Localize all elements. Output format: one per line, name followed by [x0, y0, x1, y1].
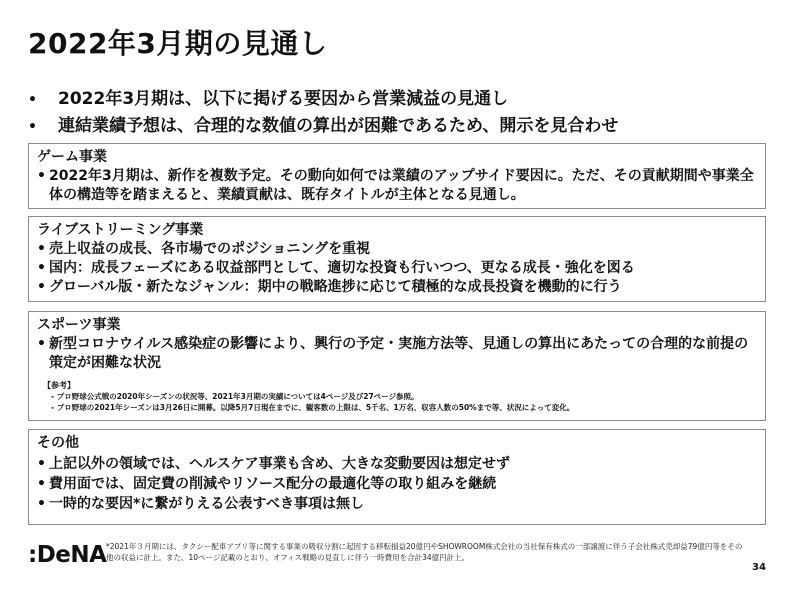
section-bullet-text: 一時的な要因*に繋がりえる公表すべき事項は無し	[49, 496, 365, 512]
section-bullet	[37, 494, 757, 514]
bullet-marker: •	[37, 476, 46, 492]
bullet-marker: •	[28, 92, 37, 108]
bullet-marker: •	[37, 496, 46, 512]
footnote: *2021年３月期には、タクシー配車アプリ等に関する事業の吸収分割に起因する移転損益20億円やSHOWROOM株式会社の当社保有株式の一部譲渡に伴う子会社株式売却益79億円等をその他の収益に計上。また、10ページ記載のとおり、オフィス戦略の見直しに伴う一時費用を合計34億円計上。	[106, 542, 743, 562]
summary-bullet-text: 連結業績予想は、合理的な数値の算出が困難であるため、開示を見合わせ	[58, 116, 619, 136]
section-game	[28, 143, 766, 209]
section-bullet	[37, 474, 757, 494]
bullet-marker: •	[37, 260, 46, 276]
reference-item: - プロ野球公式戦の2020年シーズンの状況等、2021年3月期の実績については4ページ及び27ページ参照。	[51, 392, 419, 401]
reference-title: 【参考】	[43, 381, 75, 390]
dena-logo: :DeNA	[28, 542, 107, 568]
section-bullet	[37, 454, 757, 474]
section-bullet-text: 2022年3月期は、新作を複数予定。その動向如何では業績のアップサイド要因に。ただ、その貢献期間や事業全体の構造等を踏まえると、業績貢献は、既存タイトルが主体となる見通し。	[49, 168, 754, 203]
section-bullet	[37, 240, 757, 259]
section-bullet-text: グローバル版・新たなジャンル：期中の戦略進捗に応じて積極的な成長投資を機動的に行う	[49, 279, 622, 295]
bullet-marker: •	[37, 336, 46, 352]
bullet-marker: •	[37, 241, 46, 257]
section-bullet-text: 上記以外の領域では、ヘルスケア事業も含め、大きな変動要因は想定せず	[49, 456, 511, 472]
section-bullet	[37, 259, 757, 278]
bullet-marker: •	[37, 456, 46, 472]
section-sports	[28, 311, 766, 421]
summary-bullet	[28, 84, 788, 111]
section-live-streaming	[28, 216, 766, 302]
page-number: 34	[752, 562, 766, 573]
section-title: スポーツ事業	[37, 317, 121, 333]
section-bullet-text: 新型コロナウイルス感染症の影響により、興行の予定・実施方法等、見通しの算出にあたっての合理的な前提の策定が困難な状況	[49, 336, 749, 371]
section-bullet-text: 費用面では、固定費の削減やリソース配分の最適化等の取り組みを継続	[49, 476, 497, 492]
section-bullet	[37, 278, 757, 297]
bullet-marker: •	[37, 279, 46, 295]
bullet-marker: •	[37, 168, 46, 184]
summary-bullets	[28, 84, 788, 138]
reference-item: - プロ野球の2021年シーズンは3月26日に開幕。以降5月7日現在までに、観客数の上限は、5千名、1万名、収容人数の50%まで等、状況によって変化。	[51, 403, 575, 412]
section-title: ゲーム事業	[37, 149, 107, 165]
bullet-marker: •	[28, 119, 37, 135]
page-title: 2022年3月期の見通し	[28, 27, 328, 60]
summary-bullet	[28, 111, 788, 138]
section-bullet	[37, 335, 757, 373]
section-title: その他	[37, 435, 79, 451]
section-other	[28, 429, 766, 525]
section-title: ライブストリーミング事業	[37, 222, 204, 238]
section-bullet-text: 売上収益の成長、各市場でのポジショニングを重視	[49, 241, 371, 257]
section-bullet-text: 国内：成長フェーズにある収益部門として、適切な投資も行いつつ、更なる成長・強化を図る	[49, 260, 635, 276]
section-bullet	[37, 167, 757, 205]
summary-bullet-text: 2022年3月期は、以下に掲げる要因から営業減益の見通し	[58, 89, 509, 109]
